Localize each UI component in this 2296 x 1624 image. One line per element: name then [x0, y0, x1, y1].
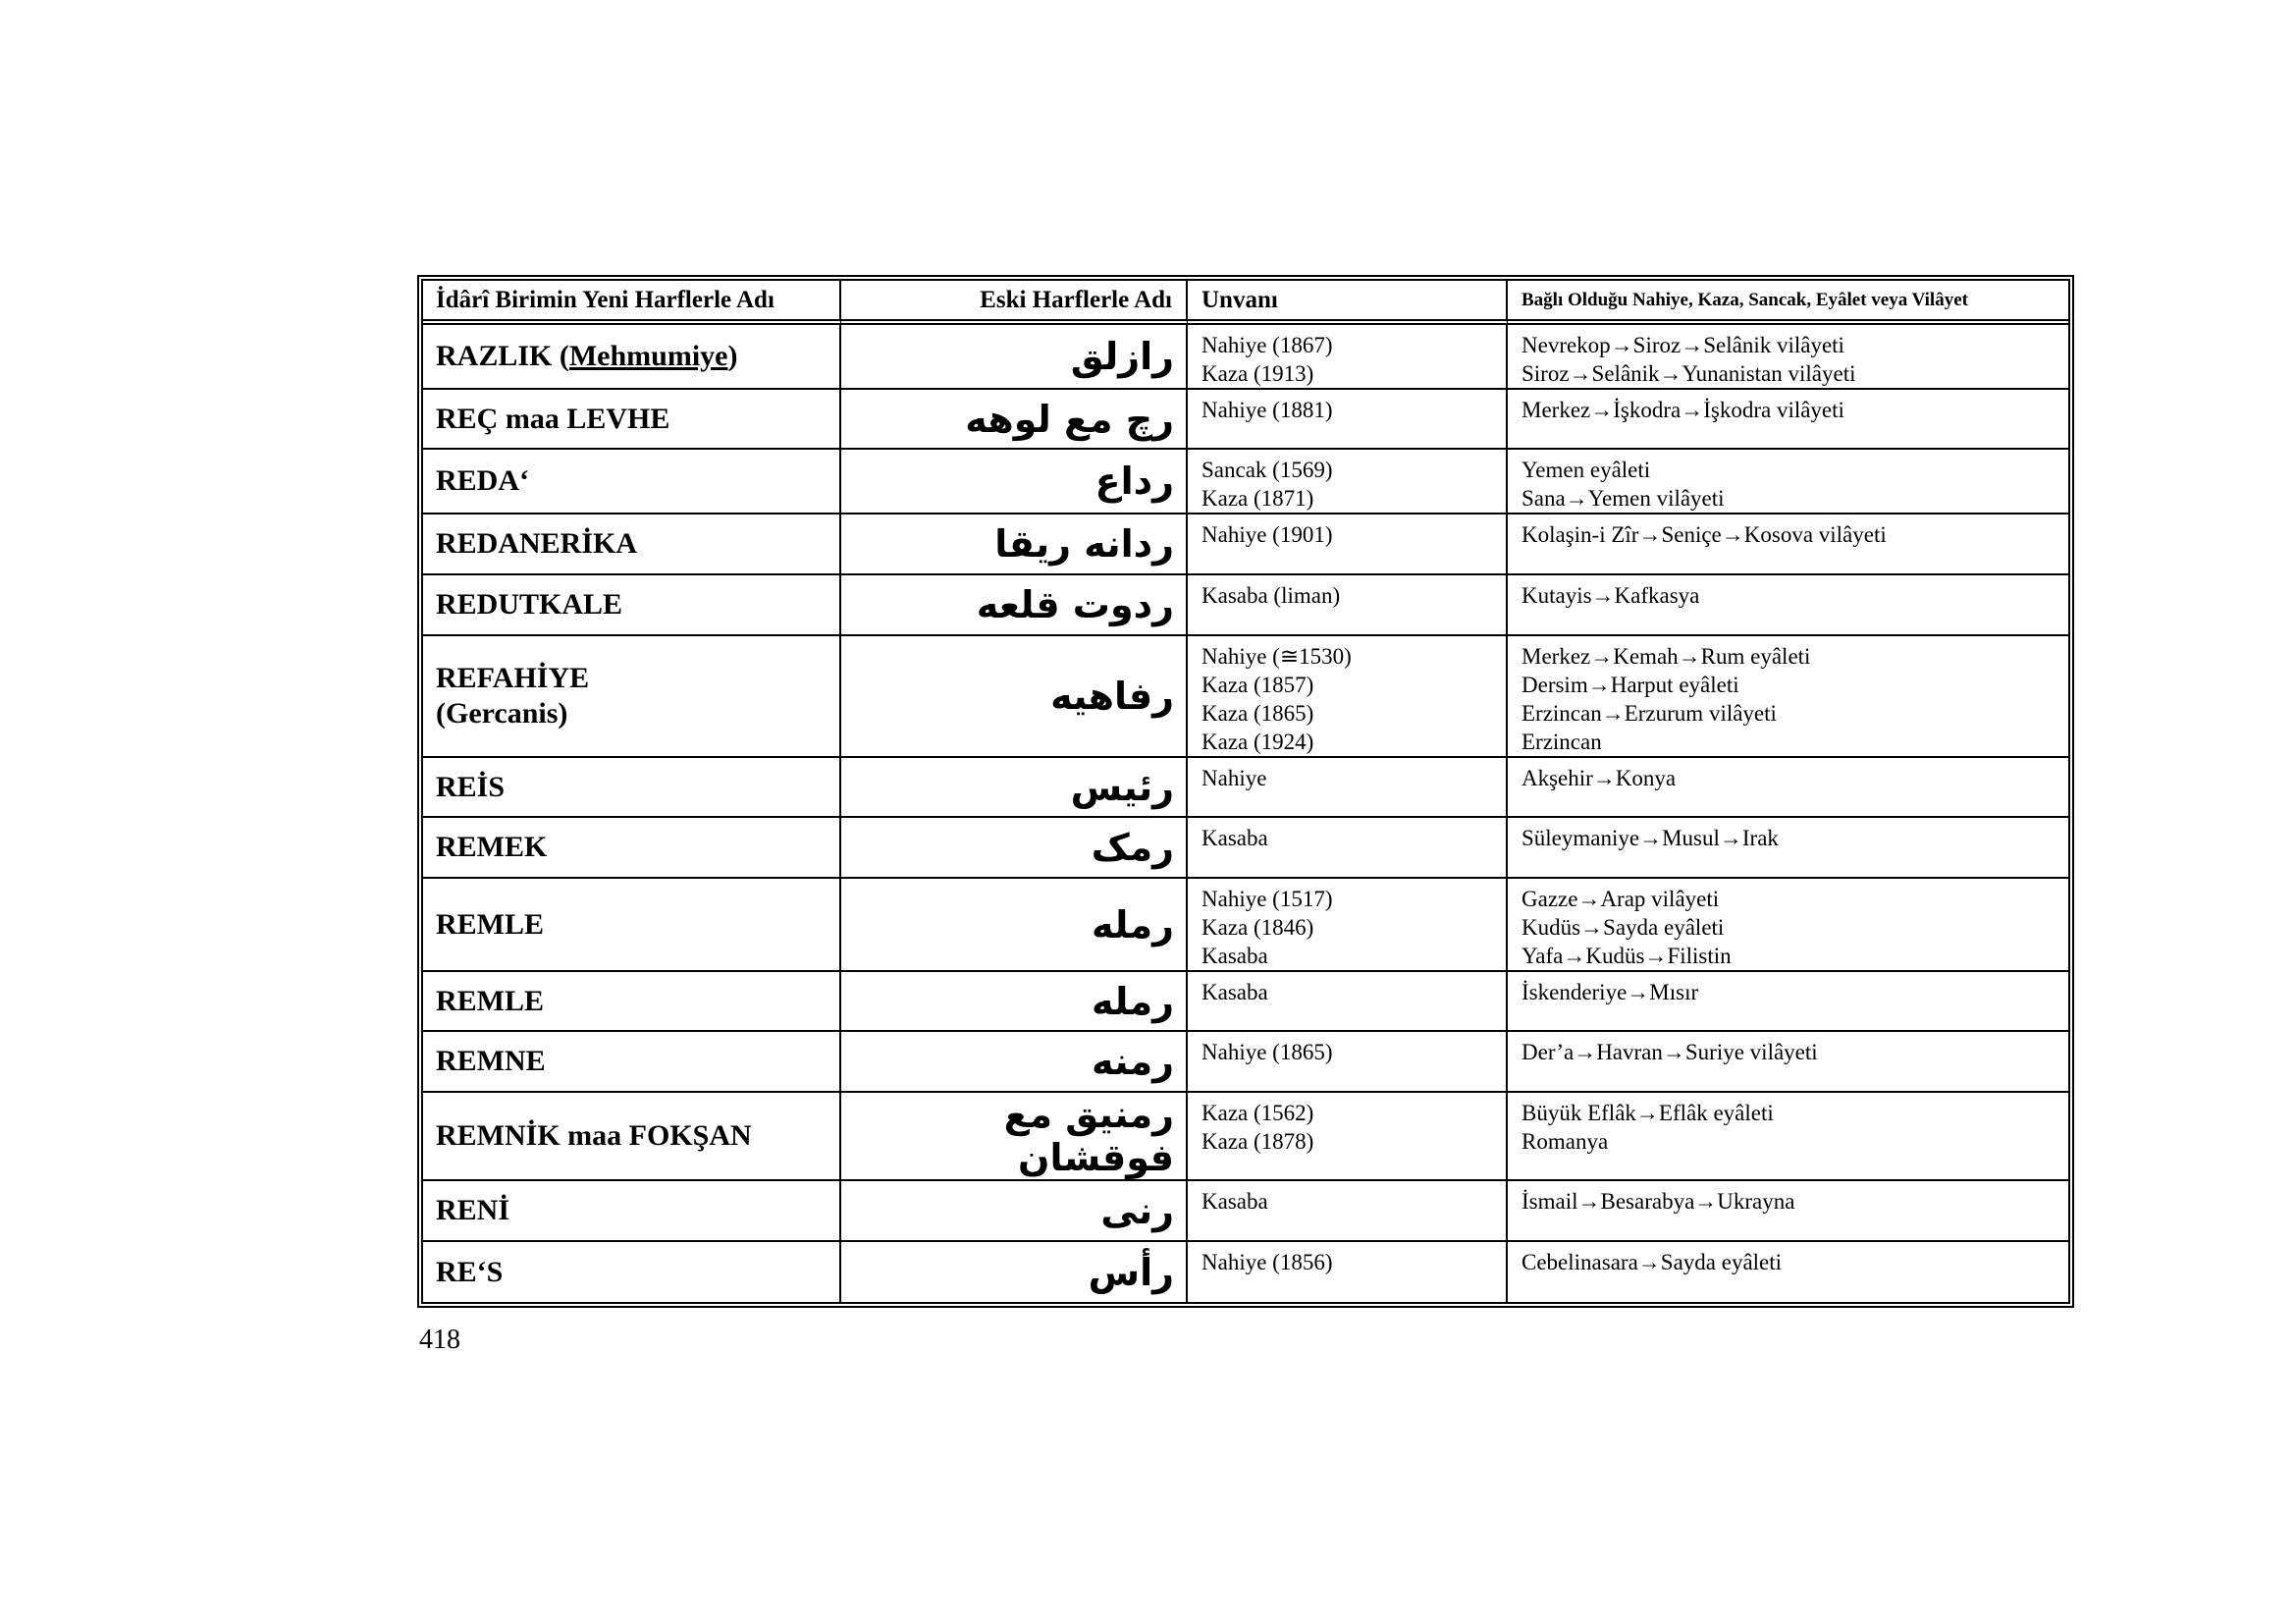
unit-parent: [1508, 1242, 2068, 1302]
unit-title: [1188, 1242, 1508, 1302]
unit-title: [1188, 325, 1508, 390]
unit-name: RENİ: [423, 1181, 841, 1242]
parent-line: Süleymaniye→Musul→Irak: [1522, 826, 1779, 850]
header-old-name: Eski Harflerle Adı: [841, 281, 1188, 325]
parent-line: Akşehir→Konya: [1522, 766, 1677, 790]
unit-old-name: رمله: [841, 879, 1188, 972]
title-line: Nahiye (1517): [1201, 887, 1333, 911]
table-row: [423, 514, 2068, 575]
unit-name-line: (Gercanis): [436, 697, 568, 730]
header-new-name: İdârî Birimin Yeni Harflerle Adı: [423, 281, 841, 325]
unit-old-name: رفاهيه: [841, 636, 1188, 758]
title-line: Kaza (1913): [1201, 361, 1314, 386]
parent-line: Romanya: [1522, 1129, 1609, 1154]
title-line: Kaza (1846): [1201, 915, 1314, 940]
table-row: [423, 972, 2068, 1032]
title-line: Kaza (1857): [1201, 673, 1314, 697]
unit-title: [1188, 758, 1508, 818]
unit-parent: [1508, 1032, 2068, 1093]
unit-old-name: رمنه: [841, 1032, 1188, 1093]
unit-parent: [1508, 514, 2068, 575]
title-line: Kasaba: [1201, 1189, 1268, 1214]
unit-name: REMEK: [423, 818, 841, 879]
parent-line: Merkez→İşkodra→İşkodra vilâyeti: [1522, 398, 1844, 422]
table-row: [423, 450, 2068, 514]
title-line: Nahiye: [1201, 766, 1267, 790]
table-frame: [417, 275, 2074, 1308]
table-row: [423, 758, 2068, 818]
unit-name: REDANERİKA: [423, 514, 841, 575]
unit-parent: [1508, 636, 2068, 758]
table-row: [423, 636, 2068, 758]
unit-parent: [1508, 575, 2068, 636]
unit-title: [1188, 636, 1508, 758]
table-row: [423, 818, 2068, 879]
unit-title: [1188, 575, 1508, 636]
administrative-units-table: [421, 279, 2070, 1304]
unit-name-part: ): [727, 340, 738, 372]
unit-parent: [1508, 325, 2068, 390]
unit-name: REDUTKALE: [423, 575, 841, 636]
title-line: Nahiye (1856): [1201, 1250, 1333, 1274]
parent-line: Sana→Yemen vilâyeti: [1522, 486, 1725, 511]
unit-name-underlined: Mehmumiye: [568, 340, 728, 372]
parent-line: Gazze→Arap vilâyeti: [1522, 887, 1720, 911]
unit-old-name: رئيس: [841, 758, 1188, 818]
unit-old-name: رازلق: [841, 325, 1188, 390]
parent-line: İsmail→Besarabya→Ukrayna: [1522, 1189, 1795, 1214]
unit-title: [1188, 1032, 1508, 1093]
parent-line: Yemen eyâleti: [1522, 458, 1651, 482]
unit-old-name: ردوت قلعه: [841, 575, 1188, 636]
unit-old-name: رچ مع لوهه: [841, 390, 1188, 450]
unit-name: REMNİK maa FOKŞAN: [423, 1093, 841, 1181]
parent-line: Büyük Eflâk→Eflâk eyâleti: [1522, 1101, 1774, 1125]
unit-name: [423, 636, 841, 758]
unit-name: REMNE: [423, 1032, 841, 1093]
title-line: Nahiye (1901): [1201, 522, 1333, 547]
unit-title: [1188, 450, 1508, 514]
unit-parent: [1508, 818, 2068, 879]
title-line: Nahiye (≅1530): [1201, 644, 1352, 669]
unit-title: [1188, 514, 1508, 575]
unit-parent: [1508, 758, 2068, 818]
unit-title: [1188, 1093, 1508, 1181]
table-row: [423, 1093, 2068, 1181]
unit-title: [1188, 879, 1508, 972]
title-line: Kasaba: [1201, 826, 1268, 850]
parent-line: Yafa→Kudüs→Filistin: [1522, 944, 1732, 968]
header-parent: Bağlı Olduğu Nahiye, Kaza, Sancak, Eyâlet veya Vilâyet: [1508, 281, 2068, 325]
parent-line: Kolaşin-i Zîr→Seniçe→Kosova vilâyeti: [1522, 522, 1887, 547]
title-line: Kaza (1562): [1201, 1101, 1314, 1125]
parent-line: Merkez→Kemah→Rum eyâleti: [1522, 644, 1811, 669]
unit-parent: [1508, 1181, 2068, 1242]
title-line: Kaza (1865): [1201, 701, 1314, 726]
unit-old-name: رمک: [841, 818, 1188, 879]
parent-line: Cebelinasara→Sayda eyâleti: [1522, 1250, 1783, 1274]
table-row: [423, 390, 2068, 450]
unit-old-name: رأس: [841, 1242, 1188, 1302]
table-row: [423, 1181, 2068, 1242]
unit-title: [1188, 818, 1508, 879]
title-line: Kaza (1878): [1201, 1129, 1314, 1154]
table-row: [423, 1032, 2068, 1093]
parent-line: Dersim→Harput eyâleti: [1522, 673, 1739, 697]
title-line: Nahiye (1881): [1201, 398, 1333, 422]
parent-line: Kutayis→Kafkasya: [1522, 583, 1700, 608]
unit-parent: [1508, 972, 2068, 1032]
parent-line: İskenderiye→Mısır: [1522, 980, 1699, 1004]
title-line: Kasaba: [1201, 980, 1268, 1004]
table-row: [423, 575, 2068, 636]
unit-name: RE‘S: [423, 1242, 841, 1302]
page-number: 418: [419, 1325, 460, 1355]
parent-line: Nevrekop→Siroz→Selânik vilâyeti: [1522, 333, 1844, 357]
parent-line: Siroz→Selânik→Yunanistan vilâyeti: [1522, 361, 1856, 386]
table-row: [423, 325, 2068, 390]
unit-title: [1188, 390, 1508, 450]
header-title: Unvanı: [1188, 281, 1508, 325]
table-row: [423, 879, 2068, 972]
unit-name-line: REFAHİYE: [436, 662, 590, 694]
parent-line: Der’a→Havran→Suriye vilâyeti: [1522, 1040, 1818, 1064]
unit-name: REİS: [423, 758, 841, 818]
unit-old-name: ردانه ريقا: [841, 514, 1188, 575]
title-line: Kasaba: [1201, 944, 1268, 968]
unit-old-name: رداع: [841, 450, 1188, 514]
table-body: [423, 325, 2068, 1302]
title-line: Kaza (1871): [1201, 486, 1314, 511]
unit-parent: [1508, 879, 2068, 972]
unit-name-part: RAZLIK (: [436, 340, 569, 372]
unit-name: REDA‘: [423, 450, 841, 514]
unit-name: [423, 325, 841, 390]
parent-line: Erzincan→Erzurum vilâyeti: [1522, 701, 1777, 726]
unit-parent: [1508, 390, 2068, 450]
title-line: Nahiye (1865): [1201, 1040, 1333, 1064]
unit-name: REMLE: [423, 879, 841, 972]
unit-parent: [1508, 1093, 2068, 1181]
unit-old-name: رمنيق مع فوقشان: [841, 1093, 1188, 1181]
unit-old-name: رنى: [841, 1181, 1188, 1242]
unit-title: [1188, 972, 1508, 1032]
parent-line: Kudüs→Sayda eyâleti: [1522, 915, 1725, 940]
title-line: Nahiye (1867): [1201, 333, 1333, 357]
title-line: Kaza (1924): [1201, 730, 1314, 754]
title-line: Kasaba (liman): [1201, 583, 1341, 608]
unit-parent: [1508, 450, 2068, 514]
parent-line: Erzincan: [1522, 730, 1602, 754]
table-header-row: [423, 281, 2068, 325]
unit-name: REMLE: [423, 972, 841, 1032]
unit-title: [1188, 1181, 1508, 1242]
table-row: [423, 1242, 2068, 1302]
title-line: Sancak (1569): [1201, 458, 1333, 482]
unit-name: REÇ maa LEVHE: [423, 390, 841, 450]
unit-old-name: رمله: [841, 972, 1188, 1032]
